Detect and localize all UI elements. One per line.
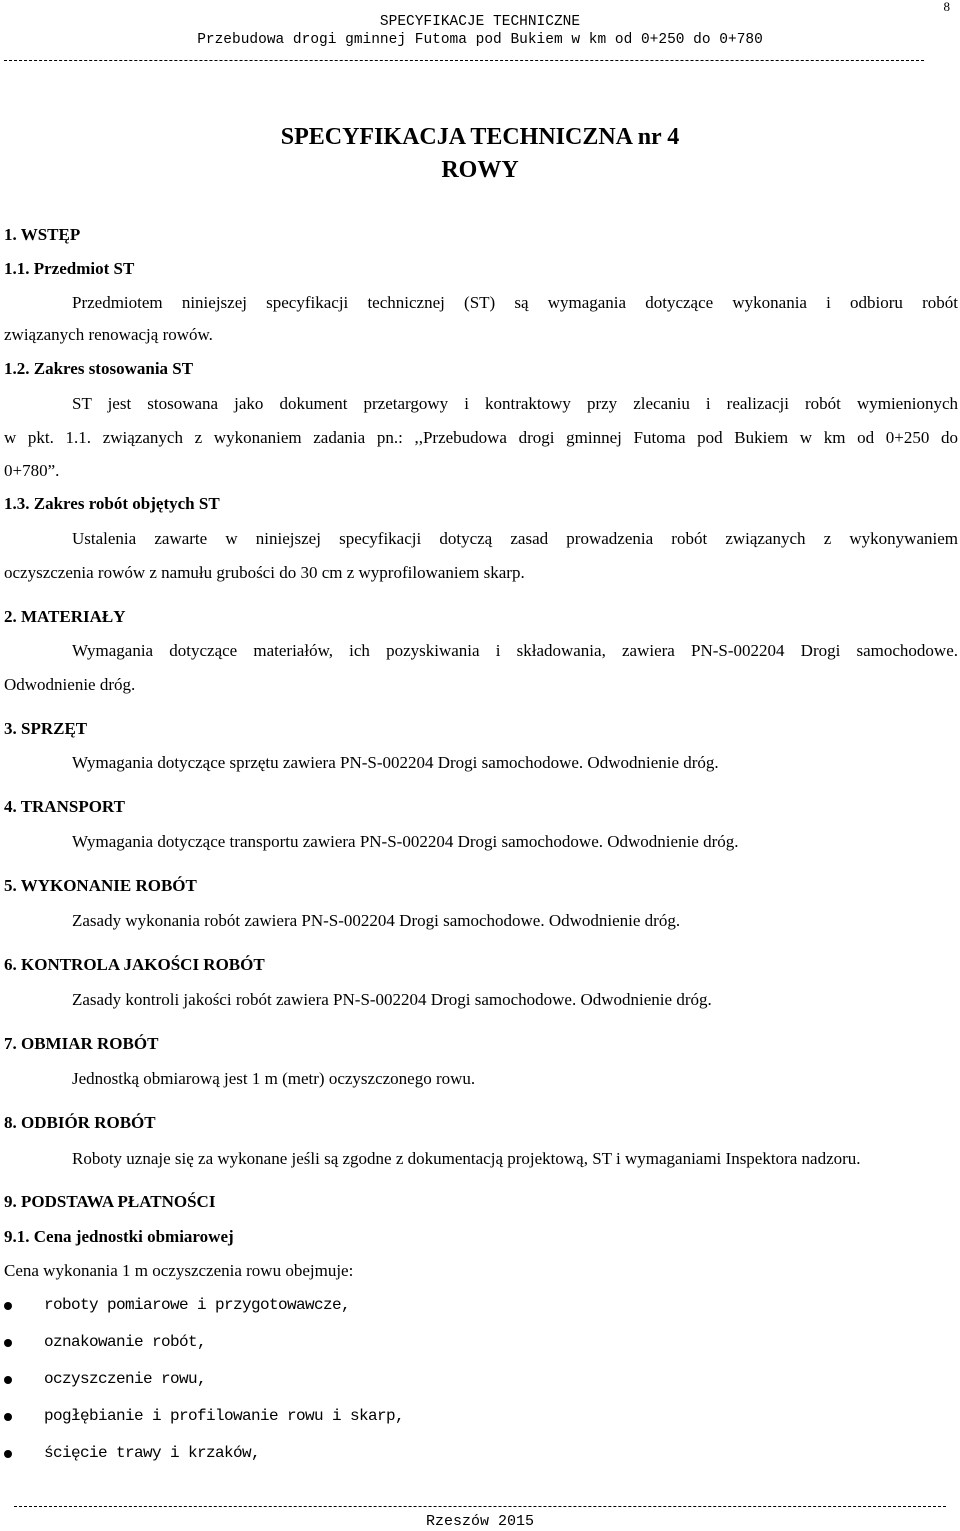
section-heading-2: 2. MATERIAŁY: [4, 607, 126, 626]
list-item: pogłębianie i profilowanie rowu i skarp,: [44, 1407, 405, 1425]
paragraph-line: Jednostką obmiarową jest 1 m (metr) oczyszczonego rowu.: [72, 1069, 476, 1088]
paragraph-line: Ustalenia zawarte w niniejszej specyfikacji dotyczą zasad prowadzenia robót związanych z wykonywaniem: [72, 529, 958, 548]
paragraph-line: Odwodnienie dróg.: [4, 675, 136, 694]
paragraph-line: Przedmiotem niniejszej specyfikacji technicznej (ST) są wymagania dotyczące wykonania i odbioru robót: [72, 293, 958, 312]
document-subtitle: ROWY: [441, 157, 519, 183]
running-header-subtitle: Przebudowa drogi gminnej Futoma pod Bukiem w km od 0+250 do 0+780: [197, 32, 763, 48]
running-header-title: SPECYFIKACJE TECHNICZNE: [379, 14, 581, 30]
paragraph-line: 0+780”.: [4, 461, 60, 480]
paragraph-line: Wymagania dotyczące sprzętu zawiera PN-S-002204 Drogi samochodowe. Odwodnienie dróg.: [72, 753, 719, 772]
paragraph-line: oczyszczenia rowów z namułu grubości do 30 cm z wyprofilowaniem skarp.: [4, 563, 525, 582]
paragraph-line: Cena wykonania 1 m oczyszczenia rowu obejmuje:: [4, 1261, 354, 1280]
bullet-icon: [4, 1413, 12, 1421]
page-number: 8: [943, 0, 950, 14]
subsection-heading-1-1: 1.1. Przedmiot ST: [4, 259, 135, 278]
document-title: SPECYFIKACJA TECHNICZNA nr 4: [280, 124, 680, 150]
list-item: ścięcie trawy i krzaków,: [44, 1444, 261, 1462]
section-heading-3: 3. SPRZĘT: [4, 719, 88, 738]
section-heading-6: 6. KONTROLA JAKOŚCI ROBÓT: [4, 955, 265, 974]
footer-rule: [14, 1506, 946, 1507]
subsection-heading-1-3: 1.3. Zakres robót objętych ST: [4, 494, 220, 513]
paragraph-line: w pkt. 1.1. związanych z wykonaniem zadania pn.: ,,Przebudowa drogi gminnej Futoma pod Bukiem w km od 0+250 do: [4, 428, 958, 447]
bullet-icon: [4, 1376, 12, 1384]
paragraph-line: związanych renowacją rowów.: [4, 325, 213, 344]
list-item: oczyszczenie rowu,: [44, 1370, 207, 1388]
paragraph-line: Zasady wykonania robót zawiera PN-S-002204 Drogi samochodowe. Odwodnienie dróg.: [72, 911, 681, 930]
section-heading-1: 1. WSTĘP: [4, 225, 81, 244]
subsection-heading-9-1: 9.1. Cena jednostki obmiarowej: [4, 1227, 234, 1246]
footer-text: Rzeszów 2015: [425, 1513, 535, 1530]
header-rule: [4, 60, 924, 61]
paragraph-line: Wymagania dotyczące materiałów, ich pozyskiwania i składowania, zawiera PN-S-002204 Drogi samochodowe.: [72, 641, 958, 660]
subsection-heading-1-2: 1.2. Zakres stosowania ST: [4, 359, 194, 378]
list-item: roboty pomiarowe i przygotowawcze,: [44, 1296, 351, 1314]
paragraph-line: Roboty uznaje się za wykonane jeśli są zgodne z dokumentacją projektową, ST i wymaganiami Inspektora nadzoru.: [72, 1149, 861, 1168]
bullet-icon: [4, 1302, 12, 1310]
bullet-icon: [4, 1339, 12, 1347]
bullet-icon: [4, 1450, 12, 1458]
section-heading-4: 4. TRANSPORT: [4, 797, 125, 816]
section-heading-7: 7. OBMIAR ROBÓT: [4, 1034, 159, 1053]
section-heading-5: 5. WYKONANIE ROBÓT: [4, 876, 197, 895]
list-item: oznakowanie robót,: [44, 1333, 207, 1351]
section-heading-9: 9. PODSTAWA PŁATNOŚCI: [4, 1192, 216, 1211]
paragraph-line: Wymagania dotyczące transportu zawiera PN-S-002204 Drogi samochodowe. Odwodnienie dróg.: [72, 832, 739, 851]
paragraph-line: Zasady kontroli jakości robót zawiera PN-S-002204 Drogi samochodowe. Odwodnienie dróg.: [72, 990, 712, 1009]
paragraph-line: ST jest stosowana jako dokument przetargowy i kontraktowy przy zlecaniu i realizacji robót wymienionych: [72, 394, 958, 413]
section-heading-8: 8. ODBIÓR ROBÓT: [4, 1113, 156, 1132]
